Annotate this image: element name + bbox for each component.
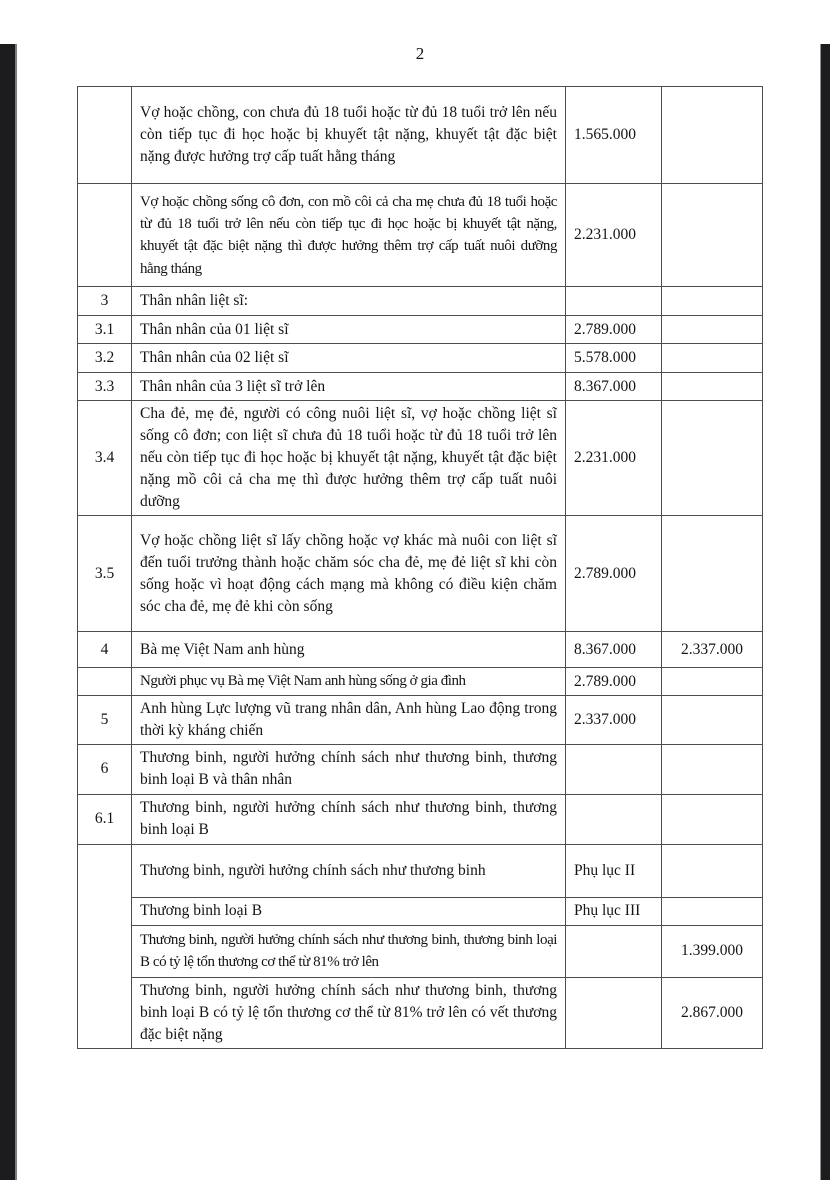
description-cell: [132, 184, 566, 287]
table-row: [78, 925, 763, 977]
description-text: Người phục vụ Bà mẹ Việt Nam anh hùng sống ở gia đình: [140, 673, 466, 690]
secondary-amount-cell: [662, 668, 763, 695]
row-number-cell: [78, 668, 132, 695]
monthly-amount-cell: [566, 744, 662, 794]
monthly-amount-cell: [566, 925, 662, 977]
description-text: Cha đẻ, mẹ đẻ, người có công nuôi liệt sĩ, vợ hoặc chồng liệt sĩ sống cô đơn; con liệt sĩ chưa đủ 18 tuổi hoặc từ đủ 18 tuổi trở lên nếu còn tiếp tục đi học hoặc bị khuyết tật nặng, khuyết tật đặc biệt nặng mồ côi cả cha mẹ thì được hưởng thêm trợ cấp tuất nuôi dưỡng: [140, 405, 557, 511]
description-cell: [132, 287, 566, 316]
table-row: [78, 184, 763, 287]
table-row: [78, 87, 763, 184]
description-cell: [132, 344, 566, 373]
row-number-cell: [78, 844, 132, 1048]
description-text: Thân nhân của 01 liệt sĩ: [140, 320, 289, 338]
secondary-amount-cell: [662, 87, 763, 184]
monthly-amount-cell: 2.789.000: [566, 668, 662, 695]
secondary-amount-cell: 1.399.000: [662, 925, 763, 977]
row-number-cell: [78, 184, 132, 287]
description-cell: [132, 925, 566, 977]
table-row: [78, 287, 763, 316]
benefits-table: [77, 86, 763, 1048]
monthly-amount-cell: 1.565.000: [566, 87, 662, 184]
table-row: [78, 668, 763, 695]
monthly-amount-cell: 8.367.000: [566, 373, 662, 401]
description-text: Vợ hoặc chồng, con chưa đủ 18 tuổi hoặc từ đủ 18 tuổi trở lên nếu còn tiếp tục đi học hoặc bị khuyết tật nặng, khuyết tật đặc biệt nặng được hưởng trợ cấp tuất hằng tháng: [140, 104, 557, 166]
description-text: Vợ hoặc chồng sống cô đơn, con mồ côi cả cha mẹ chưa đủ 18 tuổi hoặc từ đủ 18 tuổi trở lên nếu còn tiếp tục đi học hoặc bị khuyết tật nặng, khuyết tật đặc biệt nặng thì được hưởng thêm trợ cấp tuất nuôi dưỡng hằng tháng: [140, 193, 557, 277]
description-cell: [132, 897, 566, 925]
description-cell: [132, 744, 566, 794]
secondary-amount-cell: [662, 897, 763, 925]
description-text: Thương binh, người hưởng chính sách như thương binh, thương binh loại B: [140, 799, 557, 839]
description-text: Thân nhân của 02 liệt sĩ: [140, 349, 289, 367]
description-text: Thương binh, người hưởng chính sách như thương binh, thương binh loại B có tỷ lệ tổn thương cơ thể từ 81% trở lên: [140, 931, 557, 971]
monthly-amount-cell: 2.337.000: [566, 695, 662, 744]
secondary-amount-cell: [662, 287, 763, 316]
description-cell: [132, 844, 566, 897]
secondary-amount-cell: [662, 184, 763, 287]
monthly-amount-cell: Phụ lục II: [566, 844, 662, 897]
description-cell: [132, 977, 566, 1048]
table-row: [78, 695, 763, 744]
row-number-cell: 4: [78, 632, 132, 668]
row-number-cell: 5: [78, 695, 132, 744]
description-cell: [132, 794, 566, 844]
monthly-amount-cell: [566, 287, 662, 316]
secondary-amount-cell: [662, 344, 763, 373]
description-text: Thân nhân của 3 liệt sĩ trở lên: [140, 377, 326, 395]
description-text: Vợ hoặc chồng liệt sĩ lấy chồng hoặc vợ khác mà nuôi con liệt sĩ đến tuổi trưởng thành hoặc chăm sóc cha đẻ, mẹ đẻ liệt sĩ khi còn sống hoặc vì hoạt động cách mạng mà không có điều kiện chăm sóc cha đẻ, mẹ đẻ khi còn sống: [140, 531, 557, 615]
monthly-amount-cell: [566, 794, 662, 844]
description-text: Bà mẹ Việt Nam anh hùng: [140, 640, 305, 658]
row-number-cell: 3.4: [78, 401, 132, 516]
table-row: [78, 401, 763, 516]
row-number-cell: 6: [78, 744, 132, 794]
secondary-amount-cell: [662, 316, 763, 344]
description-cell: [132, 695, 566, 744]
row-number-cell: 6.1: [78, 794, 132, 844]
description-cell: [132, 401, 566, 516]
description-cell: [132, 373, 566, 401]
secondary-amount-cell: [662, 844, 763, 897]
secondary-amount-cell: 2.337.000: [662, 632, 763, 668]
table-row: [78, 344, 763, 373]
table-row: [78, 516, 763, 632]
secondary-amount-cell: [662, 373, 763, 401]
description-text: Anh hùng Lực lượng vũ trang nhân dân, Anh hùng Lao động trong thời kỳ kháng chiến: [140, 699, 557, 739]
monthly-amount-cell: 2.231.000: [566, 401, 662, 516]
monthly-amount-cell: 5.578.000: [566, 344, 662, 373]
secondary-amount-cell: [662, 516, 763, 632]
page-number: 2: [415, 44, 425, 63]
row-number-cell: 3: [78, 287, 132, 316]
secondary-amount-cell: [662, 401, 763, 516]
secondary-amount-cell: [662, 695, 763, 744]
secondary-amount-cell: [662, 744, 763, 794]
monthly-amount-cell: 2.789.000: [566, 516, 662, 632]
description-cell: [132, 316, 566, 344]
monthly-amount-cell: 8.367.000: [566, 632, 662, 668]
table-row: [78, 897, 763, 925]
table-row: [78, 373, 763, 401]
scan-edge-left: [0, 44, 17, 1180]
description-cell: [132, 87, 566, 184]
description-cell: [132, 516, 566, 632]
row-number-cell: 3.3: [78, 373, 132, 401]
row-number-cell: 3.1: [78, 316, 132, 344]
scan-edge-right: [820, 44, 830, 1180]
description-text: Thương binh, người hưởng chính sách như thương binh, thương binh loại B và thân nhân: [140, 749, 557, 789]
description-text: Thương binh, người hưởng chính sách như thương binh, thương binh loại B có tỷ lệ tổn thương cơ thể từ 81% trở lên có vết thương đặc biệt nặng: [140, 981, 557, 1043]
table-row: [78, 844, 763, 897]
row-number-cell: 3.2: [78, 344, 132, 373]
monthly-amount-cell: 2.231.000: [566, 184, 662, 287]
monthly-amount-cell: Phụ lục III: [566, 897, 662, 925]
monthly-amount-cell: [566, 977, 662, 1048]
table-row: [78, 316, 763, 344]
table-row: [78, 744, 763, 794]
row-number-cell: [78, 87, 132, 184]
secondary-amount-cell: [662, 794, 763, 844]
description-text: Thương binh loại B: [140, 902, 263, 920]
description-text: Thương binh, người hưởng chính sách như thương binh: [140, 861, 486, 879]
description-text: Thân nhân liệt sĩ:: [140, 292, 249, 310]
table-row: [78, 794, 763, 844]
description-cell: [132, 668, 566, 695]
description-cell: [132, 632, 566, 668]
table-row: [78, 632, 763, 668]
row-number-cell: 3.5: [78, 516, 132, 632]
monthly-amount-cell: 2.789.000: [566, 316, 662, 344]
secondary-amount-cell: 2.867.000: [662, 977, 763, 1048]
table-row: [78, 977, 763, 1048]
